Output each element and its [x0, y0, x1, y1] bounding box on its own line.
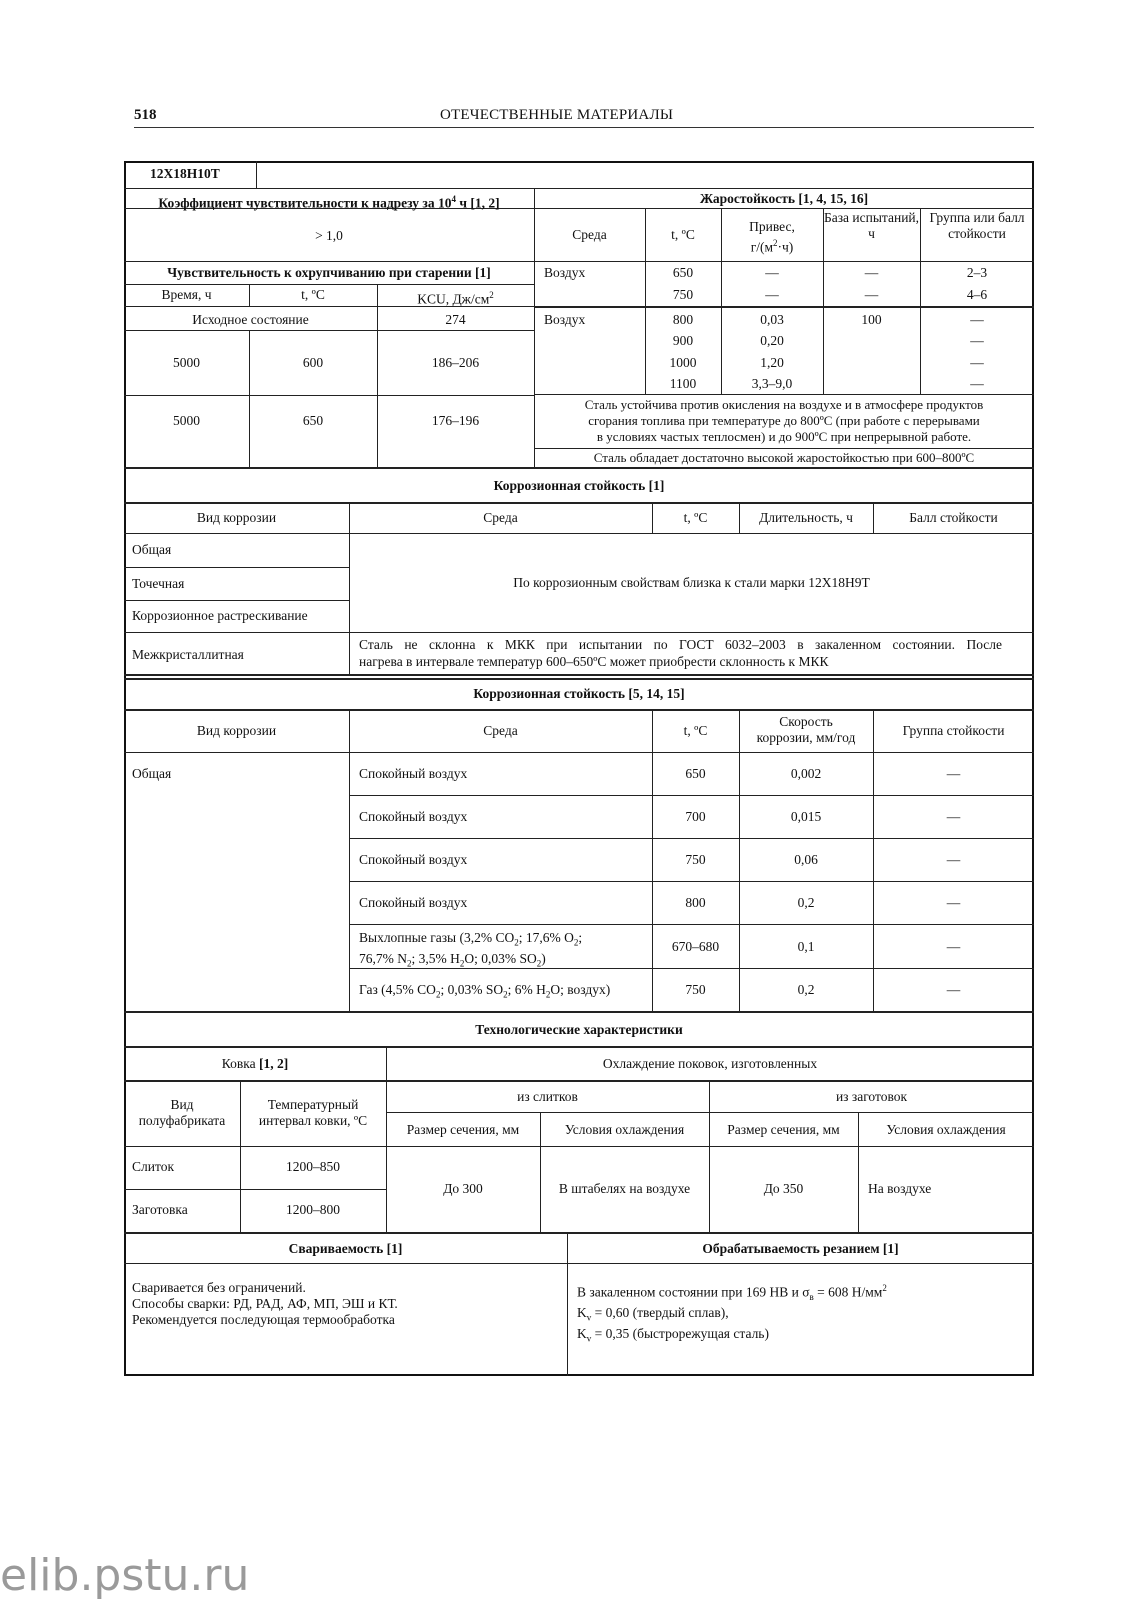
- forging-temp: 1200–800: [286, 1202, 340, 1217]
- billet-cond-header: Условия охлаждения: [886, 1122, 1006, 1137]
- corrosion2-header-group: Группа стойкости: [902, 723, 1005, 738]
- embrittlement-header-t: t, ºС: [301, 287, 325, 302]
- heat-gain: 0,03: [760, 312, 784, 327]
- aging-time: 5000: [173, 413, 200, 428]
- heat-gain: 0,20: [760, 333, 784, 348]
- corrosion2-group: —: [946, 982, 961, 997]
- heat-gain: —: [765, 265, 779, 280]
- billet-size-header: Размер сечения, мм: [727, 1122, 840, 1137]
- corrosion2-medium: Спокойный воздух: [359, 895, 468, 910]
- heat-temp: 750: [672, 287, 694, 302]
- forging-temp: 1200–850: [286, 1159, 340, 1174]
- intergranular-note-line2: нагрева в интервале температур 600–650ºС может приобрести склонность к МКК: [359, 654, 829, 669]
- aging-time: 5000: [173, 355, 200, 370]
- corrosion2-rate: 0,06: [794, 852, 818, 867]
- heat-gain: —: [765, 287, 779, 302]
- corrosion2-group: —: [946, 766, 961, 781]
- heat-group: —: [970, 333, 984, 348]
- aging-kcu: 176–196: [431, 413, 480, 428]
- corrosion-type: Коррозионное растрескивание: [132, 608, 308, 623]
- header-rule: [134, 127, 1034, 128]
- corrosion2-rate: 0,2: [797, 895, 815, 910]
- initial-state-label: Исходное состояние: [192, 312, 309, 327]
- machinability-title: Обрабатываемость резанием [1]: [702, 1241, 899, 1256]
- corrosion1-title: Коррозионная стойкость [1]: [493, 478, 665, 493]
- heat-base: 100: [861, 312, 882, 327]
- corrosion-type: Межкристаллитная: [132, 647, 244, 662]
- heat-temp: 900: [672, 333, 694, 348]
- heat-gain: 3,3–9,0: [751, 376, 793, 391]
- corrosion2-rate: 0,2: [797, 982, 815, 997]
- corrosion1-merged-note: По коррозионным свойствам близка к стали марки 12Х18Н9Т: [513, 575, 870, 590]
- corrosion2-temp: 800: [685, 895, 706, 910]
- semi-product-header: Вид полуфабриката: [138, 1097, 226, 1128]
- corrosion1-header-score: Балл стойкости: [909, 510, 998, 525]
- semi-product: Заготовка: [132, 1202, 188, 1217]
- corrosion-type: Общая: [132, 542, 172, 557]
- cooling-header: Охлаждение поковок, изготовленных: [602, 1056, 818, 1071]
- watermark: elib.pstu.ru: [0, 1550, 250, 1601]
- aging-temp: 600: [302, 355, 324, 370]
- corrosion2-medium: Спокойный воздух: [359, 809, 468, 824]
- corrosion2-group: —: [946, 809, 961, 824]
- corrosion2-medium-gas: Газ (4,5% $CO_2$; 0,03% $SO_2$; 6% $H_2O$; воздух): [359, 982, 611, 1000]
- heat-medium: Воздух: [544, 312, 586, 327]
- notch-title: Коэффициент чувствительности к надрезу за $10^4$ ч [1, 2]: [158, 194, 500, 211]
- billet-size: До 350: [763, 1181, 804, 1196]
- heat-base: —: [864, 287, 879, 302]
- semi-product: Слиток: [132, 1159, 174, 1174]
- corrosion2-header-type: Вид коррозии: [196, 723, 277, 738]
- corrosion1-header-duration: Длительность, ч: [759, 510, 853, 525]
- corrosion2-temp: 700: [685, 809, 706, 824]
- ingot-cond: В штабелях на воздухе: [558, 1181, 691, 1196]
- heat-temp: 1000: [669, 355, 697, 370]
- heat-temp: 650: [672, 265, 694, 280]
- grade-title: 12Х18Н10Т: [150, 166, 220, 181]
- notch-value: > 1,0: [315, 228, 343, 243]
- forging-temp-header: Температурный интервал ковки, ºС: [258, 1097, 368, 1128]
- corrosion2-rate: 0,1: [797, 939, 815, 954]
- heat-group: 2–3: [966, 265, 988, 280]
- embrittlement-title: Чувствительность к охрупчиванию при старении [1]: [167, 265, 491, 280]
- heat-header-gain: Привес, $г/(м^2\cdot ч)$: [749, 219, 795, 255]
- aging-kcu: 186–206: [431, 355, 480, 370]
- corrosion2-group: —: [946, 939, 961, 954]
- from-ingots-header: из слитков: [517, 1089, 578, 1104]
- corrosion2-group: —: [946, 852, 961, 867]
- corrosion2-medium: Спокойный воздух: [359, 852, 468, 867]
- corrosion1-header-t: t, ºС: [683, 510, 708, 525]
- heat-resistance-title: Жаростойкость [1, 4, 15, 16]: [699, 191, 869, 206]
- heat-base: —: [864, 265, 879, 280]
- heat-header-group: Группа или балл стойкости: [929, 210, 1025, 241]
- corrosion1-header-medium: Среда: [483, 510, 518, 525]
- running-title: ОТЕЧЕСТВЕННЫЕ МАТЕРИАЛЫ: [440, 107, 674, 123]
- heat-group: 4–6: [966, 287, 988, 302]
- machinability-text: В закаленном состоянии при 169 НВ и $\sigma_в = 608$ $Н/мм^2$ $K_v = 0,60$ (твердый сплав), $K_v = 0,35$ (быстрорежущая сталь): [577, 1283, 887, 1344]
- billet-cond: На воздухе: [868, 1181, 932, 1196]
- heat-note-oxidation: Сталь устойчива против окисления на воздухе и в атмосфере продуктов сгорания топлива при температуре до 800ºС (при работе с перерывами в условиях частых теплосмен) и до 900ºС при непрерывной работе.: [584, 397, 984, 444]
- weldability-text: Сваривается без ограничений. Способы сварки: РД, РАД, АФ, МП, ЭШ и КТ. Рекомендуется последующая термообработка: [132, 1280, 398, 1327]
- corrosion2-temp: 750: [685, 852, 706, 867]
- forging-header: Ковка [1, 2]: [221, 1056, 289, 1071]
- heat-header-base: База испытаний, ч: [823, 210, 920, 241]
- weldability-title: Свариваемость [1]: [288, 1241, 403, 1256]
- heat-note-range: Сталь обладает достаточно высокой жаростойкостью при 600–800ºС: [593, 450, 975, 465]
- corrosion2-title: Коррозионная стойкость [5, 14, 15]: [473, 686, 685, 701]
- corrosion2-medium-exhaust: Выхлопные газы (3,2% $CO_2$; 17,6% $O_2$; 76,7% $N_2$; 3,5% $H_2O$; 0,03% $SO_2$): [359, 930, 583, 969]
- initial-state-value: 274: [445, 312, 466, 327]
- heat-group: —: [970, 355, 984, 370]
- ingot-size: До 300: [443, 1181, 483, 1196]
- corrosion2-header-medium: Среда: [483, 723, 518, 738]
- technology-title: Технологические характеристики: [475, 1022, 683, 1037]
- heat-temp: 800: [672, 312, 694, 327]
- heat-header-medium: Среда: [572, 227, 607, 242]
- corrosion2-temp: 750: [685, 982, 706, 997]
- corrosion1-header-type: Вид коррозии: [196, 510, 277, 525]
- corrosion2-type: Общая: [132, 766, 172, 781]
- corrosion-type: Точечная: [132, 576, 185, 591]
- corrosion2-group: —: [946, 895, 961, 910]
- intergranular-note-line1: Сталь не склонна к МКК при испытании по ГОСТ 6032–2003 в закаленном состоянии. После: [359, 637, 1002, 652]
- heat-gain: 1,20: [760, 355, 784, 370]
- heat-temp: 1100: [669, 376, 697, 391]
- ingot-cond-header: Условия охлаждения: [564, 1122, 685, 1137]
- heat-medium: Воздух: [544, 265, 586, 280]
- corrosion2-medium: Спокойный воздух: [359, 766, 468, 781]
- heat-group: —: [970, 376, 984, 391]
- corrosion2-temp: 650: [685, 766, 706, 781]
- from-billets-header: из заготовок: [835, 1089, 908, 1104]
- page-number: 518: [134, 107, 157, 123]
- corrosion2-temp: 670–680: [671, 939, 720, 954]
- heat-group: —: [970, 312, 984, 327]
- embrittlement-header-kcu: KCU, $Дж/см^2$: [417, 290, 494, 307]
- aging-temp: 650: [302, 413, 324, 428]
- embrittlement-header-time: Время, ч: [161, 287, 212, 302]
- heat-header-t: t, ºС: [671, 227, 695, 242]
- ingot-size-header: Размер сечения, мм: [406, 1122, 520, 1137]
- corrosion2-header-t: t, ºС: [683, 723, 708, 738]
- corrosion2-rate: 0,002: [790, 766, 822, 781]
- corrosion2-header-rate: Скорость коррозии, мм/год: [756, 714, 856, 745]
- corrosion2-rate: 0,015: [790, 809, 822, 824]
